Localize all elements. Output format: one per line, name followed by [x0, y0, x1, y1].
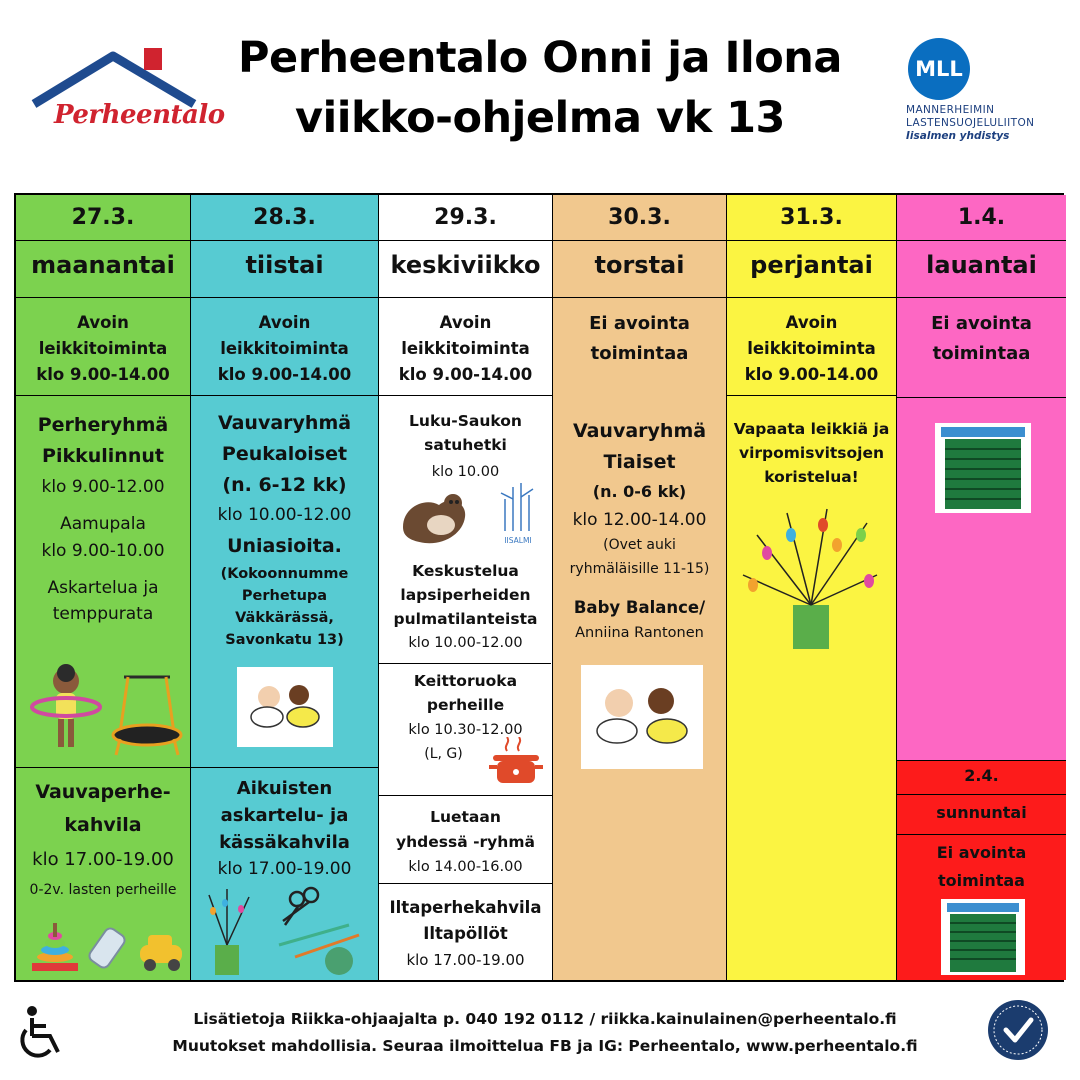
activity-label: virpomisvitsojen — [738, 444, 885, 462]
baby-balance-title: Baby Balance/ — [573, 598, 706, 617]
column-wednesday — [378, 195, 552, 980]
group-note: (Ovet auki — [603, 537, 676, 553]
babies-crawling-icon — [237, 667, 333, 747]
evening-title: Aikuisten — [236, 778, 333, 799]
wheelchair-accessible-icon — [16, 1004, 68, 1060]
group-age: (n. 6-12 kk) — [222, 474, 347, 496]
evening-title: Iltapöllöt — [423, 924, 508, 943]
footer-contact: Lisätietoja Riikka-ohjaajalta p. 040 192 0112 / riikka.kainulainen@perheentalo.fi — [193, 1010, 897, 1028]
lunch-note: (L, G) — [424, 746, 463, 762]
closed-label: Ei avointa — [589, 313, 690, 334]
discussion-wednesday — [379, 559, 552, 655]
mll-logo — [900, 36, 1050, 146]
date-sunday: 2.4. — [897, 761, 1066, 795]
weekday-saturday: lauantai — [897, 241, 1066, 298]
open-play-time: klo 9.00-14.00 — [398, 365, 533, 384]
divider — [727, 395, 896, 396]
snack-label: Aamupala — [60, 514, 146, 534]
mll-line-3: Iisalmen yhdistys — [906, 130, 1010, 142]
sunday-block — [897, 760, 1066, 980]
title-line-1: Perheentalo Onni ja Ilona — [238, 33, 842, 83]
otter-icon — [395, 487, 475, 551]
closed-label: Ei avointa — [936, 843, 1027, 862]
evening-tuesday — [191, 775, 378, 882]
baby-balance-person: Anniina Rantonen — [575, 625, 704, 641]
group-title: Vauvaryhmä — [217, 412, 352, 434]
sub-note: Väkkärässä, — [235, 610, 334, 626]
closed-saturday — [897, 309, 1066, 369]
easter-branches-icon — [737, 505, 887, 655]
baby-toys-icon — [22, 915, 187, 975]
group-note: ryhmäläisille 11-15) — [569, 561, 710, 577]
group-title: Peukaloiset — [221, 443, 348, 465]
open-play-label: leikkitoiminta — [220, 339, 349, 358]
weekday-thursday: torstai — [553, 241, 726, 298]
discussion-title: lapsiperheiden — [400, 586, 531, 604]
reading-title: yhdessä -ryhmä — [396, 833, 535, 851]
child-hoop-trampoline-icon — [24, 653, 184, 763]
open-play-time: klo 9.00-14.00 — [36, 365, 170, 384]
evening-wednesday — [379, 895, 552, 973]
column-tuesday — [190, 195, 378, 980]
discussion-title: Keskustelua — [412, 562, 519, 580]
group-tuesday — [191, 407, 378, 651]
column-friday — [726, 195, 896, 980]
closed-label: Ei avointa — [931, 313, 1032, 334]
open-play-label: leikkitoiminta — [401, 339, 530, 358]
discussion-title: pulmatilanteista — [393, 610, 538, 628]
lunch-title: perheille — [426, 696, 505, 714]
discussion-time: klo 10.00-12.00 — [408, 635, 523, 651]
evening-title: Vauvaperhe- — [35, 781, 171, 803]
open-play-time: klo 9.00-14.00 — [217, 365, 352, 384]
evening-title: askartelu- ja — [220, 805, 349, 826]
sub-note: Perhetupa — [241, 588, 328, 604]
divider — [379, 883, 552, 884]
activity-label: Vapaata leikkiä ja — [733, 420, 890, 438]
closed-shutter-icon — [941, 899, 1025, 975]
closed-shutter-icon — [935, 423, 1031, 513]
mll-circle: MLL — [908, 38, 970, 100]
divider — [379, 395, 552, 396]
divider — [16, 767, 190, 768]
perheentalo-wordmark: Perheentalo — [54, 100, 225, 130]
iisalmi-logo-icon — [493, 479, 543, 547]
open-play-friday — [727, 310, 896, 388]
column-saturday — [896, 195, 1066, 980]
column-thursday — [552, 195, 726, 980]
lunch-time: klo 10.30-12.00 — [408, 722, 523, 738]
story-title: satuhetki — [424, 436, 507, 454]
group-title: Tiaiset — [603, 451, 676, 473]
mll-line-1: MANNERHEIMIN — [906, 104, 995, 116]
snack-time: klo 9.00-10.00 — [41, 541, 165, 561]
evening-title: kahvila — [64, 814, 142, 836]
closed-label: toimintaa — [932, 343, 1031, 364]
reading-wednesday — [379, 805, 552, 880]
closed-thursday — [553, 309, 726, 369]
open-play-label: Avoin — [258, 313, 311, 332]
group-title: Pikkulinnut — [42, 445, 164, 467]
group-time: klo 10.00-12.00 — [217, 505, 352, 525]
activity-friday — [727, 417, 896, 489]
evening-title: kässäkahvila — [219, 832, 350, 853]
mll-line-2: LASTENSUOJELULIITON — [906, 117, 1035, 129]
divider — [379, 663, 551, 664]
evening-title: Iltaperhekahvila — [389, 898, 542, 917]
open-play-tuesday — [191, 310, 378, 388]
soup-pot-icon — [487, 737, 547, 789]
weekday-monday: maanantai — [16, 241, 190, 298]
evening-note: 0-2v. lasten perheille — [29, 882, 177, 898]
open-play-label: Avoin — [439, 313, 492, 332]
weekday-wednesday: keskiviikko — [379, 241, 552, 298]
babies-crawling-icon — [581, 665, 703, 769]
weekday-tuesday: tiistai — [191, 241, 378, 298]
open-play-label: leikkitoiminta — [38, 339, 168, 358]
group-thursday — [553, 415, 726, 645]
iisalmi-logo-text: IISALMI — [504, 536, 532, 545]
reading-title: Luetaan — [430, 808, 501, 826]
date-wednesday: 29.3. — [379, 195, 552, 241]
schedule-grid — [14, 193, 1064, 982]
activity-label: Askartelua ja — [47, 578, 159, 598]
weekday-friday: perjantai — [727, 241, 896, 298]
evening-time: klo 17.00-19.00 — [406, 951, 525, 969]
sub-note: (Kokoonnumme — [220, 566, 349, 582]
column-monday — [16, 195, 190, 980]
group-title: Vauvaryhmä — [572, 420, 707, 442]
divider — [379, 795, 552, 796]
group-time: klo 12.00-14.00 — [572, 510, 707, 530]
closed-label: toimintaa — [590, 343, 689, 364]
closed-sunday — [897, 839, 1066, 895]
title-line-2: viikko-ohjelma vk 13 — [295, 93, 785, 143]
divider — [191, 395, 378, 396]
story-wednesday — [379, 409, 552, 487]
crafts-branch-scissors-yarn-icon — [199, 885, 369, 981]
divider — [16, 395, 190, 396]
sub-title: Uniasioita. — [227, 535, 342, 557]
story-time: klo 10.00 — [431, 464, 500, 480]
evening-time: klo 17.00-19.00 — [217, 859, 352, 879]
open-play-label: Avoin — [785, 313, 838, 332]
check-badge-icon — [986, 998, 1050, 1062]
reading-time: klo 14.00-16.00 — [408, 859, 523, 875]
date-saturday: 1.4. — [897, 195, 1066, 241]
open-play-label: Avoin — [77, 313, 129, 332]
lunch-title: Keittoruoka — [413, 672, 518, 690]
activity-label: temppurata — [52, 604, 154, 624]
open-play-label: leikkitoiminta — [747, 339, 876, 358]
date-tuesday: 28.3. — [191, 195, 378, 241]
story-title: Luku-Saukon — [409, 412, 522, 430]
divider — [897, 397, 1066, 398]
group-title: Perheryhmä — [37, 414, 169, 436]
group-age: (n. 0-6 kk) — [592, 482, 687, 501]
weekday-sunday: sunnuntai — [897, 795, 1066, 835]
date-friday: 31.3. — [727, 195, 896, 241]
group-time: klo 9.00-12.00 — [41, 477, 165, 497]
divider — [191, 767, 378, 768]
date-thursday: 30.3. — [553, 195, 726, 241]
open-play-monday — [16, 310, 190, 388]
page-title — [200, 28, 880, 148]
perheentalo-logo — [26, 44, 225, 144]
group-monday — [16, 409, 190, 627]
activity-label: koristelua! — [764, 468, 859, 486]
footer-notice: Muutokset mahdollisia. Seuraa ilmoittelua FB ja IG: Perheentalo, www.perheentalo.fi — [172, 1037, 918, 1055]
closed-label: toimintaa — [938, 871, 1025, 890]
sub-note: Savonkatu 13) — [225, 632, 344, 648]
evening-time: klo 17.00-19.00 — [32, 849, 174, 870]
date-monday: 27.3. — [16, 195, 190, 241]
open-play-time: klo 9.00-14.00 — [744, 365, 879, 384]
evening-monday — [16, 775, 190, 901]
open-play-wednesday — [379, 310, 552, 388]
